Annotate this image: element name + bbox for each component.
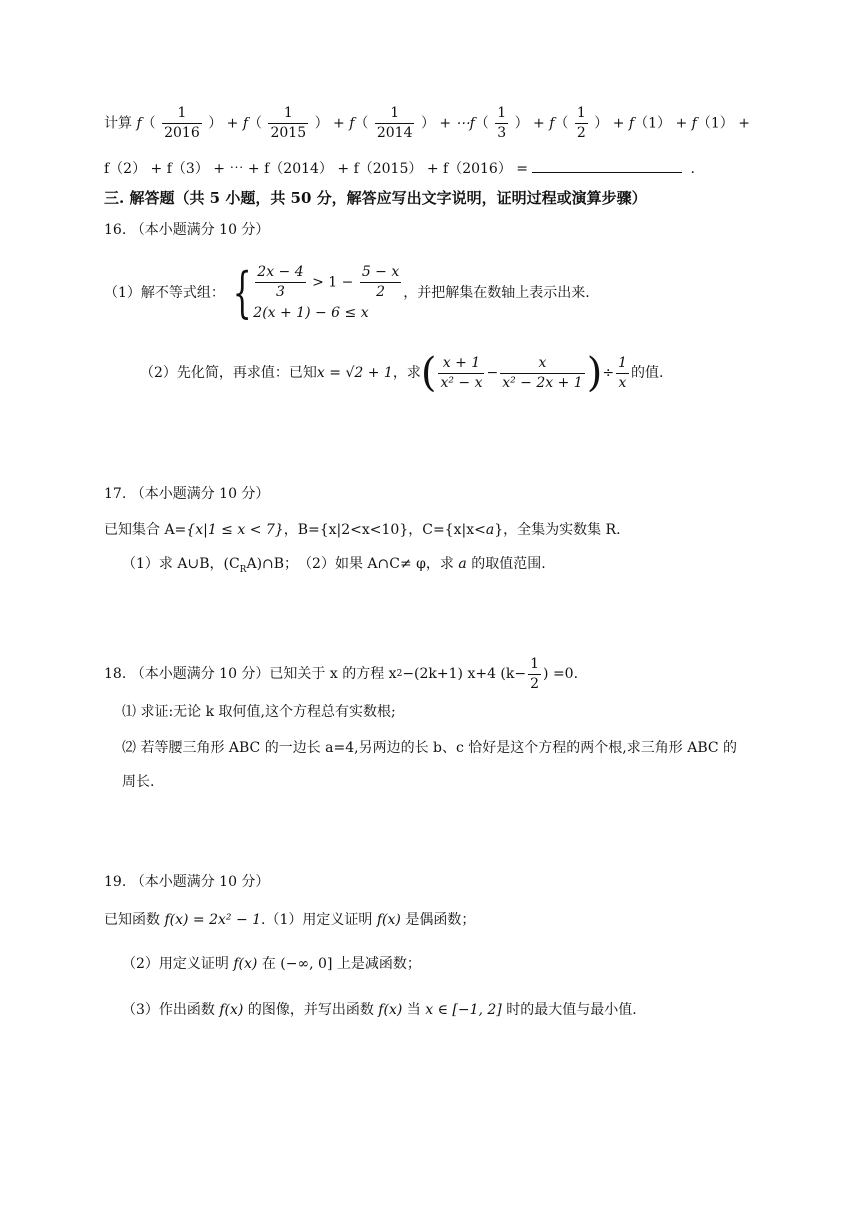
q19-line1: 已知函数 f(x) = 2x² − 1.（1）用定义证明 f(x) 是偶函数； bbox=[104, 912, 476, 928]
function-def: f(x) = 2x² − 1 bbox=[164, 912, 262, 928]
system-brace: { bbox=[232, 261, 252, 324]
answer-blank[interactable] bbox=[532, 156, 682, 173]
q19-line2: （2）用定义证明 f(x) 在 (−∞, 0] 上是减函数； bbox=[122, 956, 421, 972]
q18-part1: ⑴ 求证:无论 k 取何值,这个方程总有实数根; bbox=[122, 704, 396, 720]
q16-part1: （1）解不等式组： { $\frac{2x - 4}{3}$ > 1 − $\frac{5 - x}{2}$ 2(x + 1) − 6 ≤ x ，并把解集在数轴上表示出来. bbox=[104, 261, 590, 324]
q15-line2: f（2） + f（3） + ⋯ + f（2014） + f（2015） + f（2016） = . bbox=[104, 156, 695, 179]
q17-line2: （1）求 A∪B，$(C_RA)\cap B$； （2）如果 A∩C≠ φ，求 a 的取值范围. bbox=[122, 556, 546, 575]
q18-line1: 18. （本小题满分 10 分）已知关于 x 的方程 x 2 −(2k+1) x+4 (k− $\frac{1}{2}$ ) =0. bbox=[104, 655, 579, 692]
q16-part2: （2）先化简，再求值：已知 x = √2 + 1 ，求 ( $\frac{x + 1}{\text{x² − x}}$ − $\frac{x}{\text{x² − 2x + 1}}$ ) ÷ $\frac{1}{x}$ 的值. bbox=[140, 350, 664, 396]
q16-header: 16. （本小题满分 10 分） bbox=[104, 222, 270, 238]
set-a: {x|1 ≤ x < 7} bbox=[186, 522, 284, 538]
q19-header: 19. （本小题满分 10 分） bbox=[104, 874, 270, 890]
q18-part2: ⑵ 若等腰三角形 ABC 的一边长 a=4,另两边的长 b、c 恰好是这个方程的两个根,求三角形 ABC 的 bbox=[122, 740, 738, 756]
q17-line1: 已知集合 A={x|1 ≤ x < 7}，B={x|2<x<10}，C={x|x<a}，全集为实数集 R. bbox=[104, 522, 621, 538]
fraction-1-3: $\frac{1}{3}$ bbox=[497, 105, 507, 141]
fraction-1-2014: $\frac{1}{2014}$ bbox=[376, 105, 413, 141]
q15-line1: 计算 f（ $\frac{1}{2016}$ ） + f（ $\frac{1}{2015}$ ） + f（ $\frac{1}{2014}$ ） + ⋯f（ $\frac{1}{3}$ ） + f（ $\frac{1}{2}$ ） + f（1） + f（1） + bbox=[104, 105, 750, 141]
q17-header: 17. （本小题满分 10 分） bbox=[104, 486, 270, 502]
inequality-system: $\frac{2x - 4}{3}$ > 1 − $\frac{5 - x}{2}$ 2(x + 1) − 6 ≤ x bbox=[253, 263, 400, 321]
x-value: x = √2 + 1 bbox=[316, 365, 393, 381]
section-heading: 三. 解答题（共 5 小题，共 50 分，解答应写出文字说明，证明过程或演算步骤） bbox=[104, 189, 647, 207]
q18-part2-cont: 周长. bbox=[122, 774, 155, 790]
fraction-1-2016: $\frac{1}{2016}$ bbox=[164, 105, 200, 141]
q15-calc: 计算 bbox=[104, 115, 132, 132]
fraction-1-2015: $\frac{1}{2015}$ bbox=[270, 105, 307, 141]
q19-line3: （3）作出函数 f(x) 的图像，并写出函数 f(x) 当 x ∈ [−1, 2] 时的最大值与最小值. bbox=[122, 1002, 637, 1018]
fraction-1-2: $\frac{1}{2}$ bbox=[576, 105, 586, 141]
